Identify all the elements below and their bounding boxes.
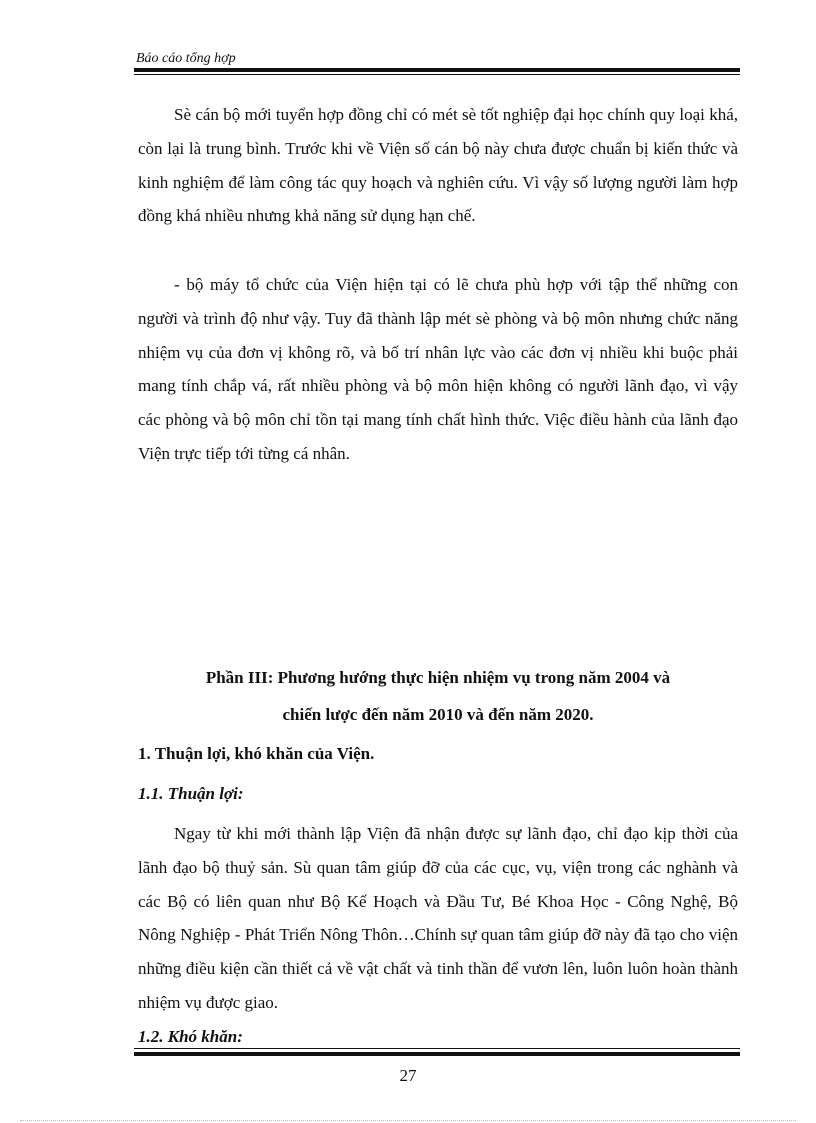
page-bottom-border [20,1120,796,1121]
footer-rule-thick [134,1052,740,1056]
heading-difficulties: 1.2. Khó khăn: [138,1027,243,1046]
section-title-line-2: chiến lược đến năm 2010 và đến năm 2020. [282,705,594,724]
header-title: Báo cáo tổng hợp [136,51,236,66]
footer-rule-thin [134,1048,740,1049]
page-number: 27 [399,1066,417,1085]
heading-advantages-difficulties: 1. Thuận lợi, khó khăn của Viện. [138,744,375,763]
heading-advantages: 1.1. Thuận lợi: [138,784,244,803]
paragraph-advantages: Ngay từ khi mới thành lập Viện đã nhận được sự lãnh đạo, chỉ đạo kịp thời của lãnh đạo bộ thuỷ sản. Sù quan tâm giúp đỡ của các cục, vụ, viện trong các nghành và các Bộ có liên quan như Bộ Kế Hoạch và Đầu Tư, Bé Khoa Học - Công Nghệ, Bộ Nông Nghiệp - Phát Triển Nông Thôn…Chính sự quan tâm giúp đỡ này đã tạo cho viện những điều kiện cần thiết cả về vật chất và tinh thần để vươn lên, luôn luôn hoàn thành nhiệm vụ được giao. [138,824,738,1012]
header-rule-thin [134,74,740,75]
section-title-line-1: Phần III: Phương hướng thực hiện nhiệm vụ trong năm 2004 và [205,668,671,687]
paragraph-organization: - bộ máy tổ chức của Viện hiện tại có lẽ chưa phù hợp với tập thể những con người và trình độ như vậy. Tuy đã thành lập mét sè phòng và bộ môn nhưng chức năng nhiệm vụ của đơn vị không rõ, và bố trí nhân lực vào các đơn vị nhiều khi buộc phải mang tính chắp vá, rất nhiều phòng và bộ môn hiện không có người lãnh đạo, vì vậy các phòng và bộ môn chỉ tồn tại mang tính chất hình thức. Việc điều hành của lãnh đạo Viện trực tiếp tới từng cá nhân. [138,275,738,463]
header-rule-thick [134,68,740,72]
paragraph-staff: Sè cán bộ mới tuyển hợp đồng chỉ có mét sè tốt nghiệp đại học chính quy loại khá, còn lại là trung bình. Trước khi về Viện số cán bộ này chưa được chuẩn bị kiến thức và kinh nghiệm để làm công tác quy hoạch và nghiên cứu. Vì vậy số lượng người làm hợp đồng khá nhiều nhưng khả năng sử dụng hạn chế. [138,105,738,226]
